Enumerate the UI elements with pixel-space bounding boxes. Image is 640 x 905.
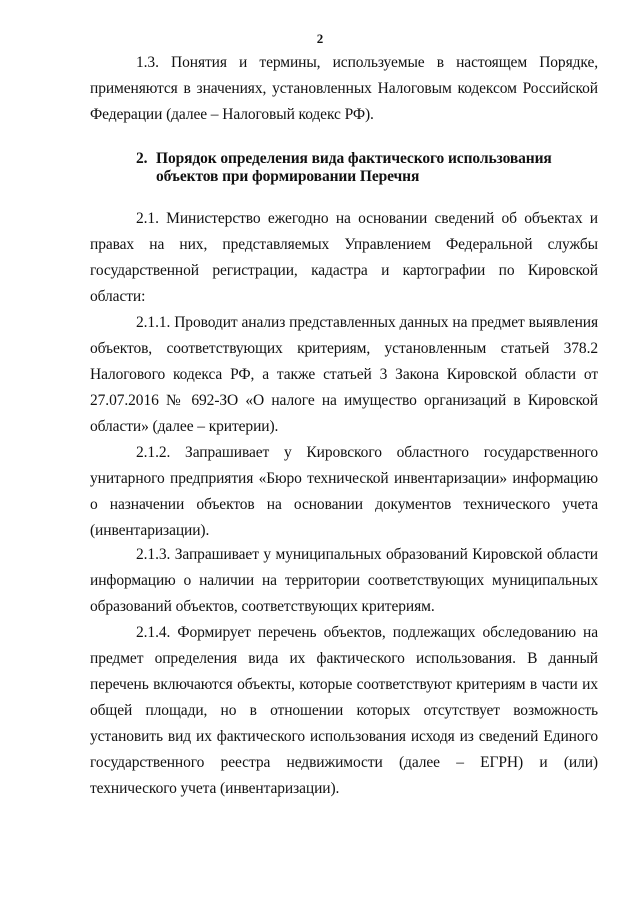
section-2-title-line1: Порядок определения вида фактического использования <box>156 150 552 167</box>
paragraph-2-1-3: 2.1.3. Запрашивает у муниципальных образований Кировской области информацию о наличии на территории соответствующих муниципальных образований объектов, соответствующих критериям. <box>90 546 598 615</box>
section-2-number: 2. <box>136 150 148 167</box>
page-number: 2 <box>316 31 324 46</box>
section-2-title-line2: объектов при формировании Перечня <box>156 168 420 185</box>
paragraph-1-3: 1.3. Понятия и термины, используемые в настоящем Порядке, применяются в значениях, установленных Налоговым кодексом Российской Федерации (далее – Налоговый кодекс РФ). <box>90 54 598 123</box>
paragraph-2-1-1: 2.1.1. Проводит анализ представленных данных на предмет выявления объектов, соответствующих критериям, установленным статьей 378.2 Налогового кодекса РФ, а также статьей 3 Закона Кировской области от 27.07.2016 № 692-ЗО «О налоге на имущество организаций в Кировской области» (далее – критерии). <box>90 314 598 435</box>
paragraph-2-1-2: 2.1.2. Запрашивает у Кировского областного государственного унитарного предприятия «Бюро технической инвентаризации» информацию о назначении объектов на основании документов технического учета (инвентаризации). <box>90 444 598 539</box>
paragraph-2-1: 2.1. Министерство ежегодно на основании сведений об объектах и правах на них, представляемых Управлением Федеральной службы государственной регистрации, кадастра и картографии по Кировской области: <box>90 210 598 305</box>
paragraph-2-1-4: 2.1.4. Формирует перечень объектов, подлежащих обследованию на предмет определения вида их фактического использования. В данный перечень включаются объекты, которые соответствуют критериям в части их общей площади, но в отношении которых отсутствует возможность установить вид их фактического использования исходя из сведений Единого государственного реестра недвижимости (далее – ЕГРН) и (или) технического учета (инвентаризации). <box>90 624 598 797</box>
section-2-heading <box>136 150 598 186</box>
